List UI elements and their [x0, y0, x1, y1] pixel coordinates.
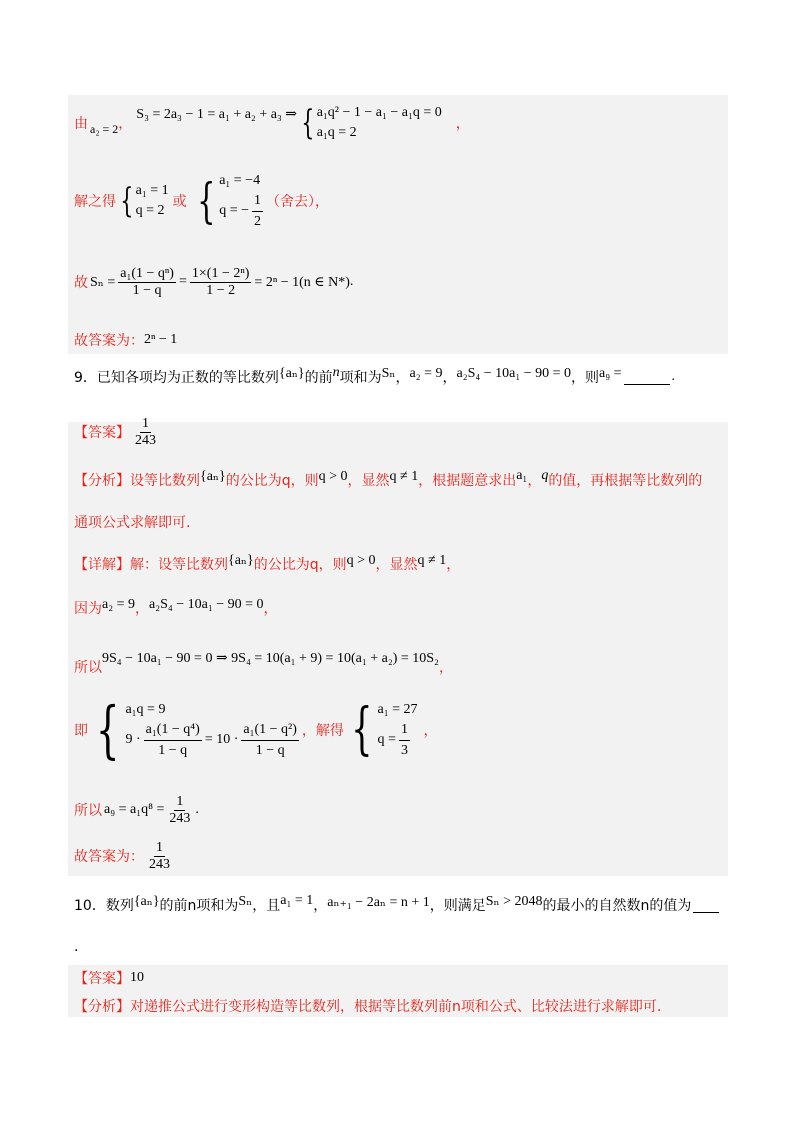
- sol9-analysis-tag: 【分析】: [74, 473, 130, 489]
- sol10-analysis-tag: 【分析】: [74, 999, 130, 1015]
- sol9-solve: ，解得: [301, 723, 344, 739]
- sol8-tail: = 2ⁿ − 1(n ∈ N*): [254, 274, 350, 290]
- sol8-half-frac: $\frac{1}{2}$: [253, 192, 261, 229]
- sol10-answer: [74, 968, 144, 988]
- sol9-analysis-a1: a₁: [516, 468, 528, 483]
- sol9-detail-c: ，显然: [375, 557, 418, 573]
- sol8-sola-row2: q = 2: [135, 203, 165, 218]
- sol8-discard: （舍去），: [265, 194, 329, 210]
- sol9-detail: [74, 552, 460, 576]
- sol9-ji-end: ，: [423, 723, 438, 739]
- sol9-result-row1: a₁ = 27: [377, 701, 418, 717]
- sol9-ans-prefix: 故答案为：: [74, 849, 144, 865]
- sol9-analysis-q: q: [541, 468, 549, 483]
- sol10-answer-tag: 【答案】: [74, 971, 130, 987]
- sol9-answer: [74, 410, 161, 454]
- sol8-end: ，: [455, 116, 470, 132]
- sol9-detail-b: 的公比为q，则: [253, 557, 347, 573]
- question-10: [74, 892, 719, 918]
- sol8-eq: S₃ = 2a₃ − 1 = a₁ + a₂ + a₃ ⇒: [136, 106, 298, 122]
- sol9-so-eq: 9S₄ − 10a₁ − 90 = 0 ⇒ 9S₄ = 10(a₁ + 9) = 10(a₁ + a₂) = 10S₂: [102, 650, 439, 666]
- sol8-solb-row1: a₁ = −4: [219, 172, 261, 188]
- q9-text-c: 项和为: [339, 370, 382, 386]
- q10-text-c: ，且: [252, 898, 281, 914]
- sol8-line2: [74, 170, 329, 232]
- sol9-final-end: .: [195, 802, 199, 817]
- sol8-solve-prefix: 解之得: [74, 194, 116, 210]
- sol9-because-sep: ，: [135, 601, 149, 617]
- q9-text-b: 的前: [304, 370, 333, 386]
- q9-text-f: ，则: [571, 370, 600, 386]
- sol9-detail-seq: {aₙ}: [228, 552, 254, 568]
- q9-cond2: a₂S₄ − 10a₁ − 90 = 0: [456, 366, 572, 381]
- sol9-system-row2: 9 · $\frac{\text{a₁(1 − q⁴)}}{1 - q}$ = 10 · $\frac{\text{a₁(1 − q²)}}{1 - q}$: [125, 720, 301, 761]
- sol9-detail-a: 解：设等比数列: [130, 557, 228, 573]
- sol9-system: { a₁q = 9 9 · $\frac{\text{a₁(1 − q⁴)}}{1 - q}$ = 10 · $\frac{\text{a₁(1 − q²)}}{1 - q}$: [88, 699, 302, 761]
- sol9-detail-tag: 【详解】: [74, 557, 130, 573]
- sol9-ans-frac: $\frac{1}{243}$: [149, 839, 170, 872]
- q10-cond2: aₙ₊₁ − 2aₙ = n + 1: [327, 894, 430, 910]
- sol9-detail-c1: q > 0: [346, 553, 376, 568]
- sol8-system: { a₁q² − 1 − a₁ − a₁q = 0 a₁q = 2: [301, 103, 442, 143]
- sol8-answer-value: 2ⁿ − 1: [144, 332, 178, 347]
- sol9-sys-frac1: $\frac{\text{a₁(1 − q⁴)}}{1 - q}$: [145, 721, 200, 758]
- q9-seq: {aₙ}: [278, 365, 305, 381]
- sol8-therefore: 故: [74, 275, 88, 291]
- sol9-answer-frac: $\frac{1}{243}$: [135, 415, 156, 448]
- sol9-because-end: ，: [263, 601, 278, 617]
- q10-text-d: ，: [313, 898, 328, 914]
- sol8-a2: a₂ = 2: [90, 121, 119, 136]
- q10-cond1: a₁ = 1: [280, 893, 314, 908]
- q10-text-e: ，则满足: [429, 898, 486, 914]
- sol9-because: [74, 596, 278, 620]
- q10-text-f: 的最小的自然数n的值为: [542, 898, 692, 914]
- sol9-answer-tag: 【答案】: [74, 425, 130, 441]
- q9-target: a₉ =: [599, 366, 622, 381]
- question-9: [74, 365, 675, 389]
- sol8-comma: ，: [118, 116, 133, 132]
- q10-text-a: 10．数列: [74, 898, 134, 914]
- sol8-answer: [74, 330, 177, 350]
- sol9-final: [74, 788, 199, 832]
- sol9-detail-end: ，: [446, 557, 461, 573]
- sol9-analysis-e: ，: [527, 473, 542, 489]
- question-10-line2: .: [74, 939, 79, 955]
- sol8-line3: [74, 262, 353, 302]
- sol8-frac2: $\frac{\text{1×(1 − 2ⁿ)}}{1 - 2}$: [191, 265, 250, 298]
- q9-text-d: ，: [395, 370, 410, 386]
- sol9-analysis-c: ，显然: [347, 473, 390, 489]
- sol9-analysis-d: ，根据题意求出: [418, 473, 517, 489]
- sol9-analysis-seq: {aₙ}: [200, 468, 226, 484]
- sol10-answer-value: 10: [130, 970, 144, 985]
- sol9-so-prefix: 所以: [74, 660, 102, 676]
- sol9-analysis-b: 的公比为q，则: [225, 473, 319, 489]
- sol9-detail-c2: q ≠ 1: [417, 553, 447, 568]
- sol9-third-frac: $\frac{1}{3}$: [400, 721, 408, 758]
- sol10-analysis-text: 对递推公式进行变形构造等比数列，根据等比数列前n项和公式、比较法进行求解即可.: [130, 999, 662, 1015]
- q9-text-a: 9．已知各项均为正数的等比数列: [74, 370, 279, 386]
- sol9-analysis-c2: q ≠ 1: [389, 469, 419, 484]
- sol10-analysis: [74, 996, 661, 1016]
- sol9-answer-final: [74, 836, 175, 876]
- sol8-sys-row1: a₁q² − 1 − a₁ − a₁q = 0: [316, 105, 442, 120]
- sol8-solb-row2: q = −: [219, 203, 249, 218]
- sol9-analysis: [74, 468, 702, 492]
- sol9-because-c1: a₂ = 9: [102, 597, 135, 612]
- sol9-so: [74, 648, 453, 676]
- sol9-analysis-line2: 通项公式求解即可.: [74, 515, 191, 531]
- sol8-solution-a: { a₁ = 1 q = 2: [120, 181, 169, 221]
- sol8-sn: Sₙ =: [90, 274, 116, 290]
- q9-cond1: a₂ = 9: [409, 366, 443, 381]
- q10-cond3: Sₙ > 2048: [485, 893, 543, 909]
- q10-seq: {aₙ}: [133, 893, 160, 909]
- sol8-sys-row2: a₁q = 2: [316, 125, 357, 140]
- sol9-analysis-a: 设等比数列: [130, 473, 200, 489]
- sol9-system-line: [74, 690, 438, 770]
- sol9-final-eq: a₉ = a₁q⁸ =: [104, 802, 165, 817]
- sol9-so-end: ，: [438, 660, 453, 676]
- sol9-result-row2: q = $\frac{1}{3}$: [378, 720, 418, 761]
- q10-sn: Sₙ: [238, 893, 253, 909]
- sol9-final-frac: $\frac{1}{243}$: [169, 793, 191, 826]
- sol8-you: 由: [74, 116, 88, 132]
- sol8-solution-b: { a₁ = −4 q = − $\frac{1}{2}$: [191, 171, 266, 232]
- sol9-analysis-f: 的值，再根据等比数列的: [548, 473, 703, 489]
- q10-text-b: 的前n项和为: [159, 898, 239, 914]
- sol9-system-row1: a₁q = 9: [125, 701, 166, 717]
- sol8-frac1: $\frac{\text{a₁(1 − qⁿ)}}{1 - q}$: [120, 265, 174, 298]
- q9-answer-blank[interactable]: [624, 370, 670, 385]
- sol9-ji-prefix: 即: [74, 723, 88, 739]
- sol9-because-c2: a₂S₄ − 10a₁ − 90 = 0: [149, 597, 264, 612]
- sol8-eq2: =: [178, 274, 187, 289]
- sol8-or: 或: [172, 194, 187, 210]
- sol9-final-prefix: 所以: [74, 803, 102, 819]
- sol9-analysis-c1: q > 0: [318, 469, 348, 484]
- sol8-answer-prefix: 故答案为：: [74, 333, 144, 349]
- q9-text-e: ，: [442, 370, 457, 386]
- q9-end: .: [671, 369, 676, 384]
- sol9-sys-frac2: $\frac{\text{a₁(1 − q²)}}{1 - q}$: [243, 721, 297, 758]
- sol9-result: { a₁ = 27 q = $\frac{1}{3}$: [351, 697, 418, 762]
- q10-answer-blank[interactable]: [693, 898, 719, 913]
- sol9-because-prefix: 因为: [74, 601, 102, 617]
- q9-sn: Sₙ: [381, 365, 396, 381]
- q9-n: n: [332, 365, 340, 380]
- sol8-sola-row1: a₁ = 1: [135, 183, 169, 198]
- sol8-period: .: [349, 274, 354, 289]
- sol8-line1: [74, 100, 470, 146]
